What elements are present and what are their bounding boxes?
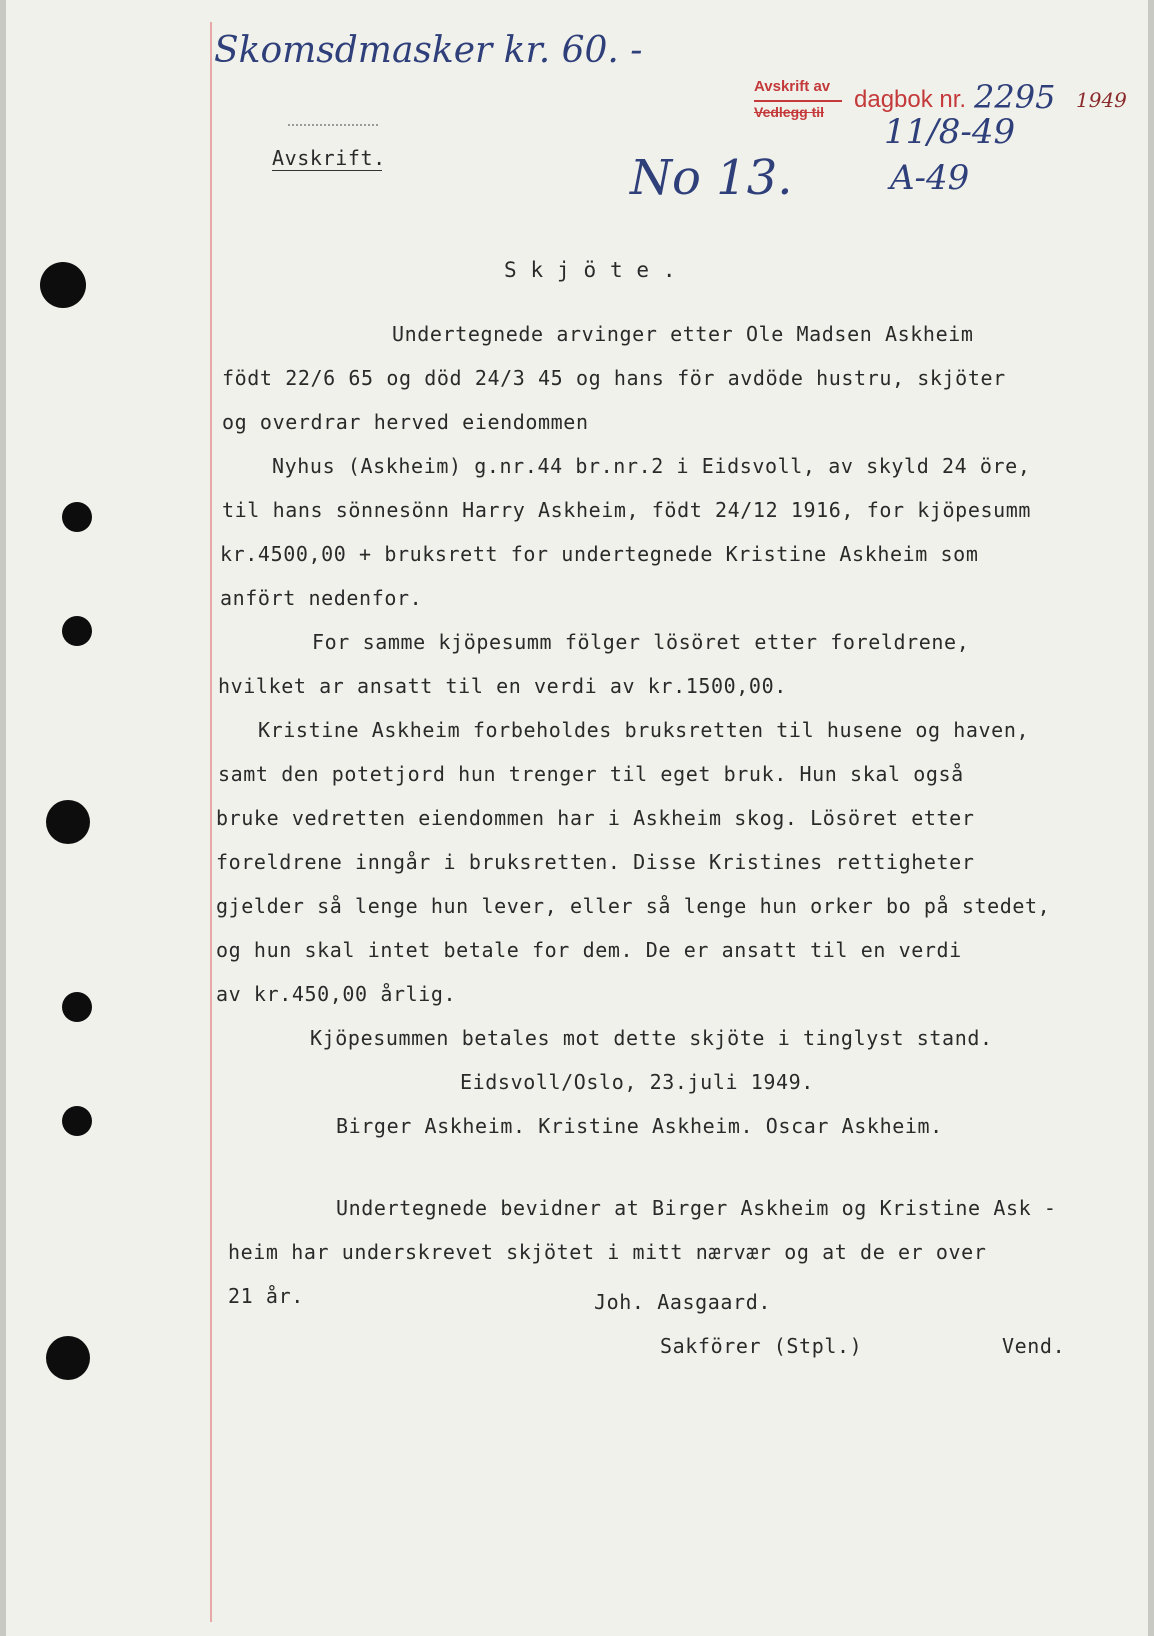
handwritten-document-number: No 13. <box>630 150 793 206</box>
text-line: 21 år. <box>228 1284 304 1308</box>
text-line: samt den potetjord hun trenger til eget bruk. Hun skal også <box>218 762 964 786</box>
signatories: Birger Askheim. Kristine Askheim. Oscar Askheim. <box>336 1114 943 1138</box>
text-line: Kjöpesummen betales mot dette skjöte i tinglyst stand. <box>310 1026 993 1050</box>
margin-rule <box>210 22 212 1622</box>
dagbok-number: 2295 <box>974 78 1056 116</box>
text-line: heim har underskrevet skjötet i mitt nærvær og at de er over <box>228 1240 987 1264</box>
punch-hole <box>62 616 92 646</box>
handwritten-fee-note: Skomsdmasker kr. 60. - <box>214 30 643 71</box>
text-line: og overdrar herved eiendommen <box>222 410 589 434</box>
witness-name: Joh. Aasgaard. <box>594 1290 771 1314</box>
handwritten-reference: A-49 <box>890 158 970 198</box>
text-line: födt 22/6 65 og död 24/3 45 og hans för avdöde hustru, skjöter <box>222 366 1006 390</box>
text-line: gjelder så lenge hun lever, eller så lenge hun orker bo på stedet, <box>216 894 1051 918</box>
stamp-vedlegg-til: Vedlegg til <box>754 104 825 120</box>
witness-title: Sakförer (Stpl.) <box>660 1334 863 1358</box>
text-line: foreldrene inngår i bruksretten. Disse Kristines rettigheter <box>216 850 975 874</box>
text-line: For samme kjöpesumm fölger lösöret etter foreldrene, <box>312 630 970 654</box>
handwritten-date: 11/8-49 <box>884 112 1016 152</box>
text-line: Nyhus (Askheim) g.nr.44 br.nr.2 i Eidsvoll, av skyld 24 öre, <box>272 454 1031 478</box>
text-line: og hun skal intet betale for dem. De er ansatt til en verdi <box>216 938 962 962</box>
punch-hole <box>62 992 92 1022</box>
dotted-rule <box>288 124 378 126</box>
punch-hole <box>40 262 86 308</box>
text-line: Undertegnede bevidner at Birger Askheim og Kristine Ask - <box>336 1196 1057 1220</box>
punch-hole <box>62 502 92 532</box>
turn-page-note: Vend. <box>1002 1334 1066 1358</box>
document-title: S k j ö t e . <box>504 258 677 282</box>
text-line: Kristine Askheim forbeholdes bruksretten til husene og haven, <box>258 718 1030 742</box>
stamp-rule <box>754 100 842 102</box>
closing-place-date: Eidsvoll/Oslo, 23.juli 1949. <box>460 1070 814 1094</box>
text-line: bruke vedretten eiendommen har i Askheim skog. Lösöret etter <box>216 806 975 830</box>
stamp-dagbok-label: dagbok nr. <box>854 86 967 113</box>
text-line: anfört nedenfor. <box>220 586 423 610</box>
stamp-avskrift-av: Avskrift av <box>754 78 831 95</box>
text-line: av kr.450,00 årlig. <box>216 982 457 1006</box>
document-page <box>6 0 1148 1636</box>
punch-hole <box>46 1336 90 1380</box>
punch-hole <box>46 800 90 844</box>
text-line: til hans sönnesönn Harry Askheim, födt 24/12 1916, for kjöpesumm <box>222 498 1032 522</box>
dagbok-year: 1949 <box>1076 88 1127 112</box>
text-line: Undertegnede arvinger etter Ole Madsen Askheim <box>392 322 974 346</box>
text-line: kr.4500,00 + bruksrett for undertegnede Kristine Askheim som <box>220 542 979 566</box>
avskrift-underline <box>272 170 382 171</box>
text-line: hvilket ar ansatt til en verdi av kr.1500,00. <box>218 674 787 698</box>
avskrift-heading: Avskrift. <box>272 146 386 170</box>
punch-hole <box>62 1106 92 1136</box>
